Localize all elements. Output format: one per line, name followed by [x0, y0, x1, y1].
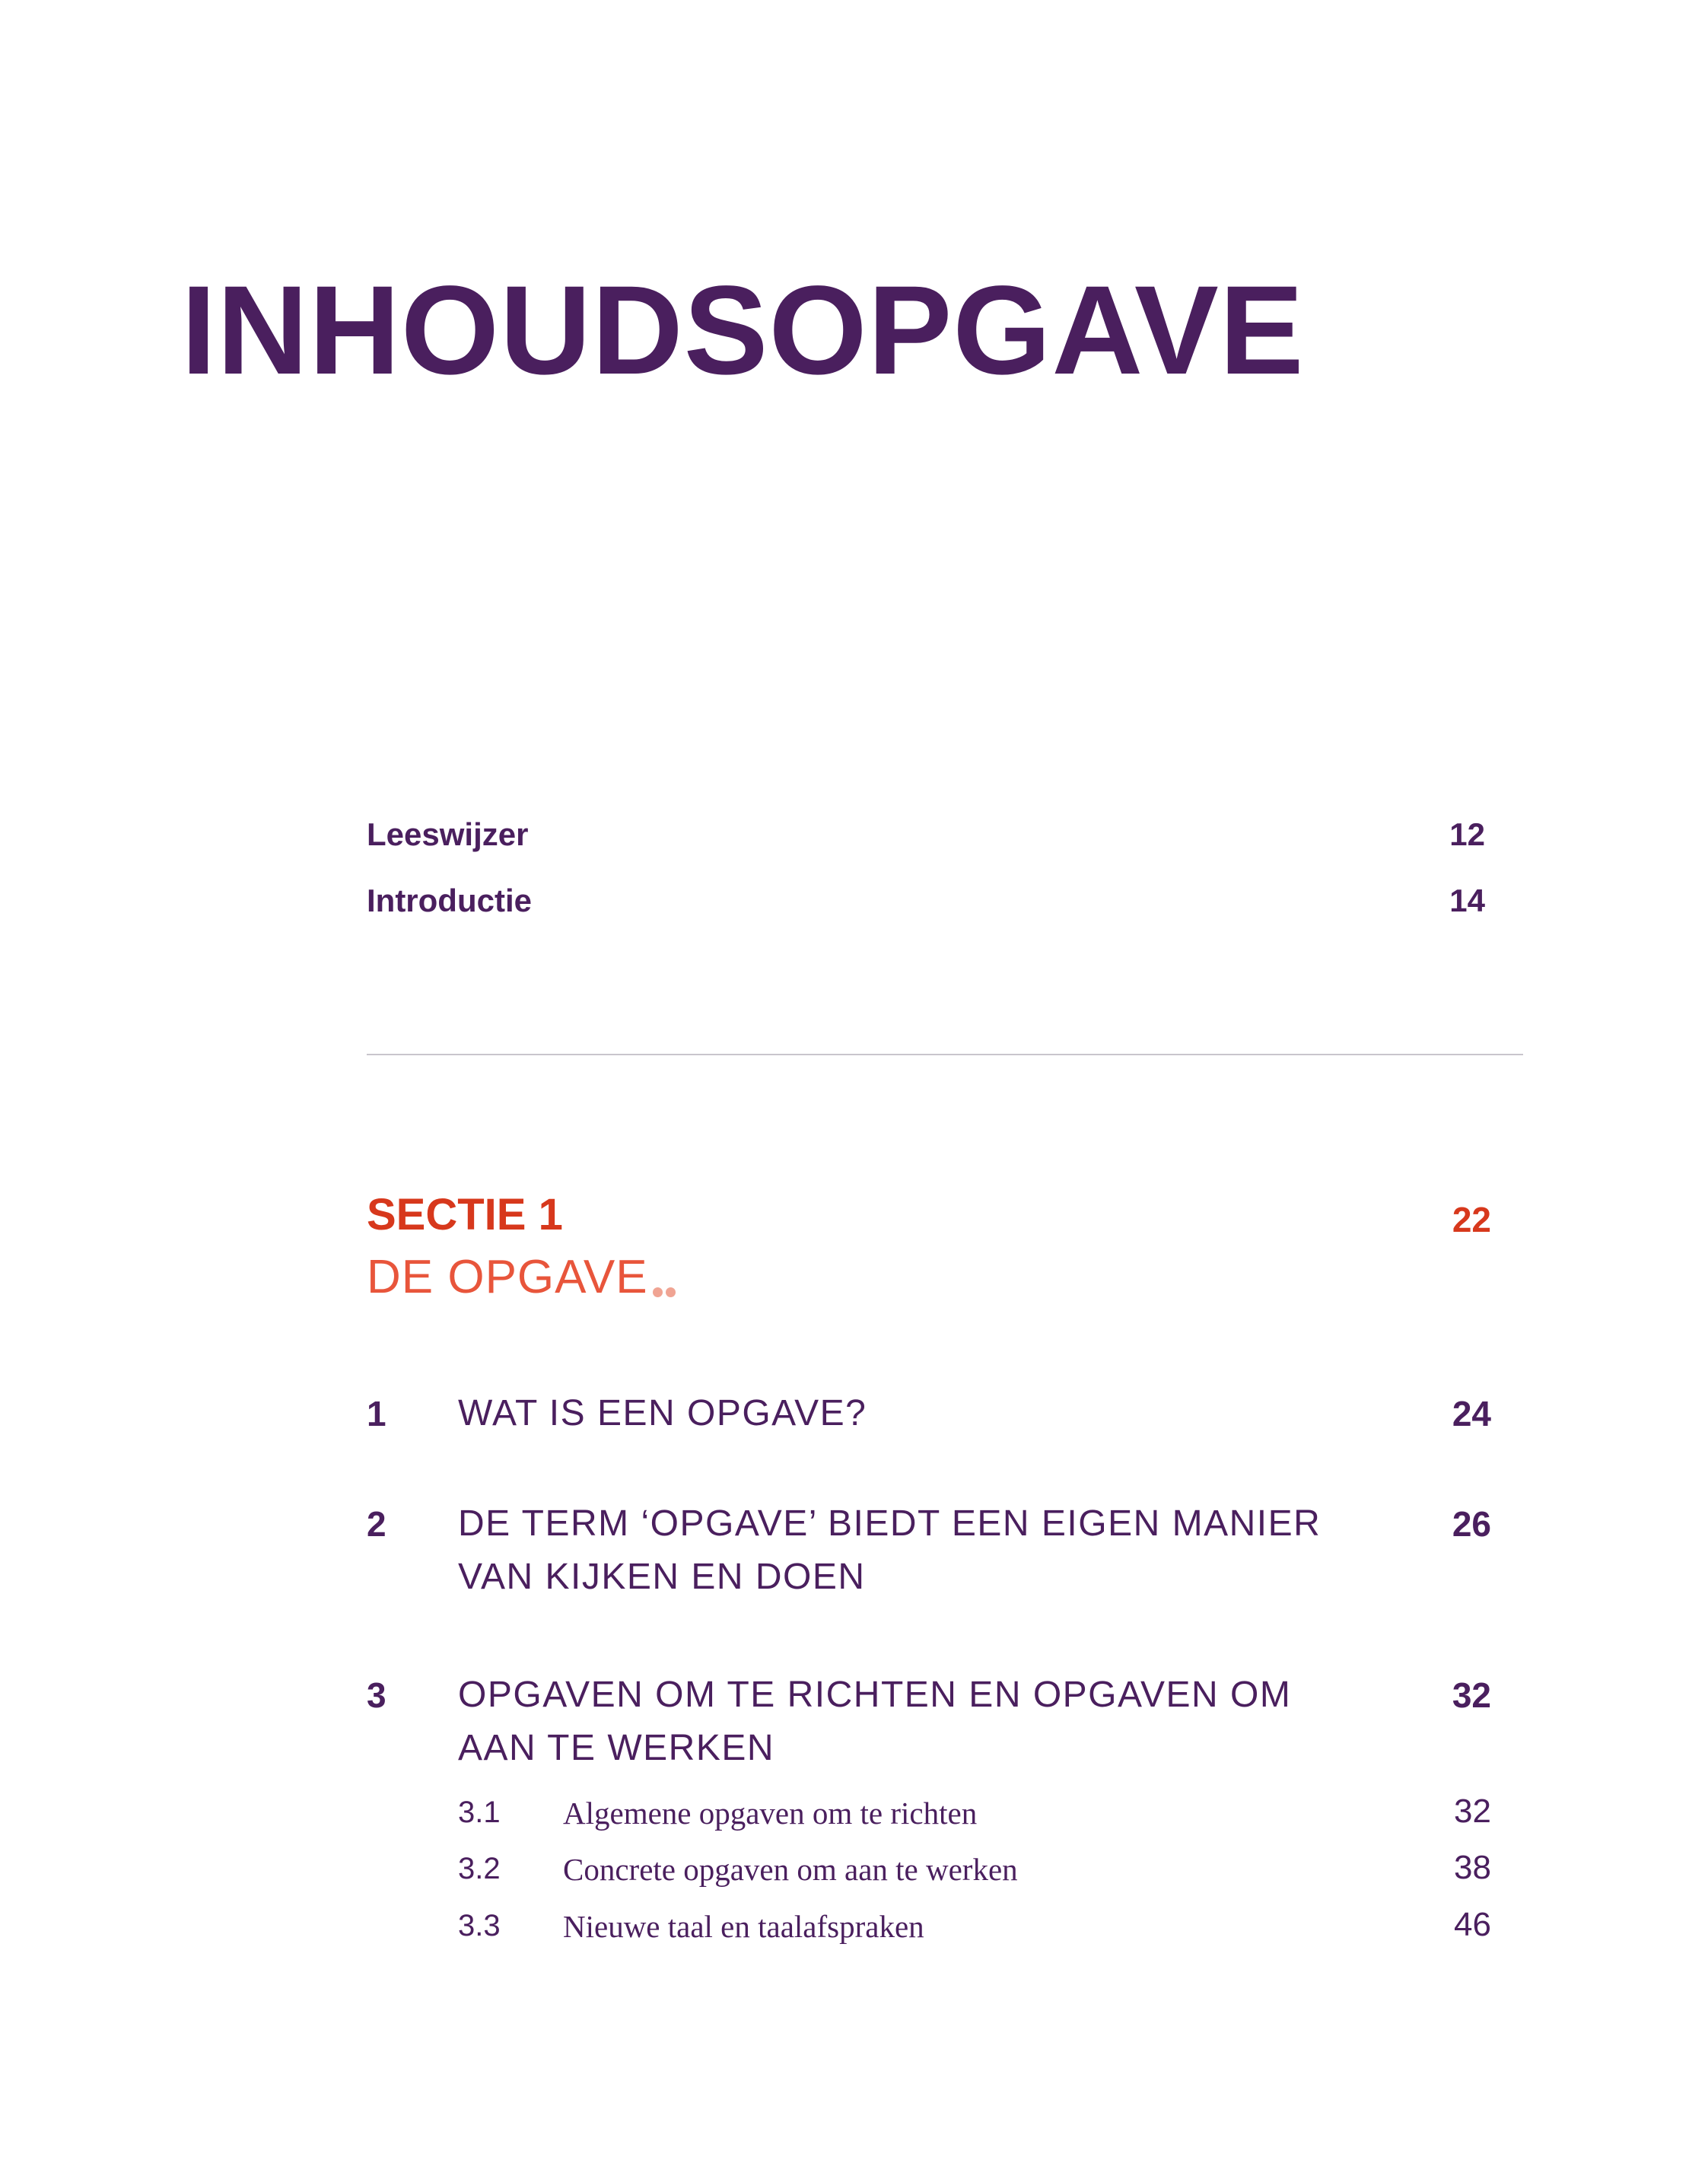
subsection-page-number: 32 [1454, 1793, 1491, 1830]
decorative-dots-icon [653, 1258, 679, 1306]
chapter-title[interactable]: DE TERM ‘OPGAVE’ BIEDT EEN EIGEN MANIER VAN KIJKEN EN DOEN [458, 1503, 1322, 1597]
toc-entry-leeswijzer-page: 12 [1449, 816, 1485, 852]
section-title [367, 1251, 679, 1306]
chapter-number: 1 [367, 1394, 386, 1433]
section-page-number: 22 [1452, 1200, 1491, 1239]
subsection-page-number: 46 [1454, 1906, 1491, 1943]
chapter-number: 3 [367, 1675, 386, 1715]
subsection-title[interactable]: Concrete opgaven om aan te werken [563, 1852, 1018, 1887]
subsection-page-number: 38 [1454, 1849, 1491, 1886]
subsection-number: 3.1 [458, 1796, 501, 1829]
chapter-page-number: 26 [1452, 1504, 1491, 1544]
toc-entry-introductie-page: 14 [1449, 883, 1485, 918]
toc-entry-leeswijzer-label[interactable]: Leeswijzer [367, 816, 529, 852]
subsection-title[interactable]: Algemene opgaven om te richten [563, 1796, 978, 1831]
chapter-title[interactable]: WAT IS EEN OPGAVE? [458, 1393, 867, 1433]
subsection-title[interactable]: Nieuwe taal en taalafspraken [563, 1909, 924, 1944]
section-title-text: DE OPGAVE [367, 1251, 648, 1303]
divider [367, 1054, 1523, 1055]
section-label[interactable]: SECTIE 1 [367, 1190, 563, 1239]
chapter-page-number: 24 [1452, 1394, 1491, 1433]
chapter-page-number: 32 [1452, 1675, 1491, 1715]
chapter-number: 2 [367, 1504, 386, 1544]
toc-entry-introductie-label[interactable]: Introductie [367, 883, 532, 918]
page-title: INHOUDSOPGAVE [181, 260, 1305, 401]
chapter-title[interactable]: OPGAVEN OM TE RICHTEN EN OPGAVEN OM AAN TE WERKEN [458, 1675, 1292, 1768]
subsection-number: 3.3 [458, 1909, 501, 1942]
subsection-number: 3.2 [458, 1852, 501, 1885]
